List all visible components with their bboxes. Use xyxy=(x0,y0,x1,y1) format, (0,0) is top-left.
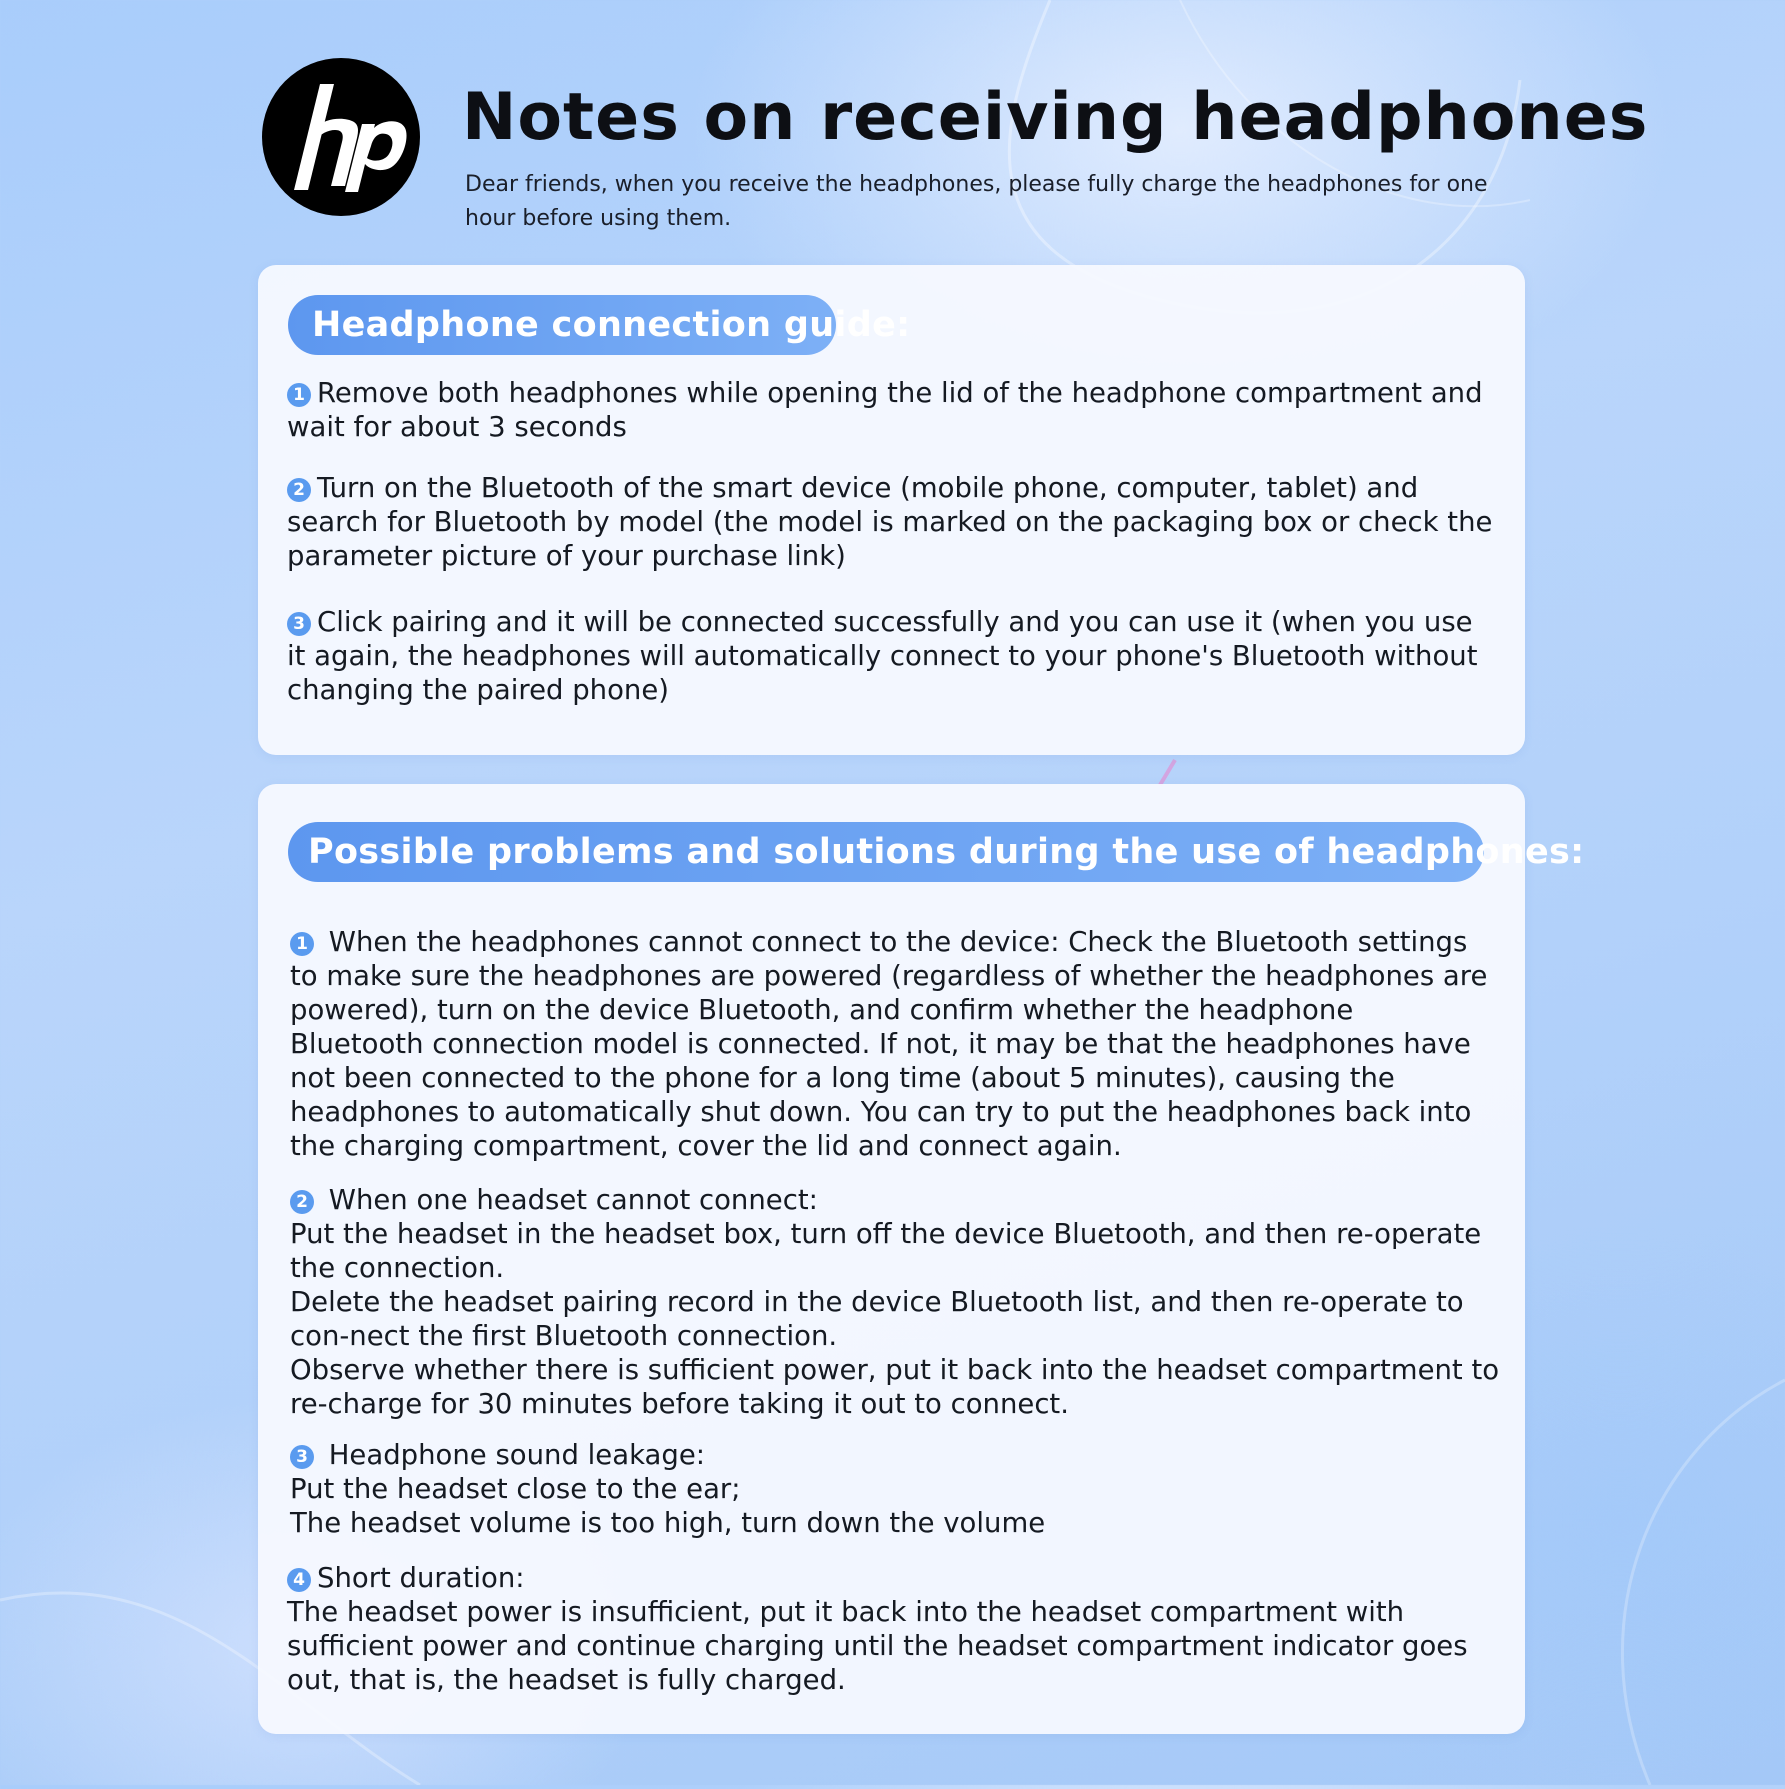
guide-step-text: Remove both headphones while opening the lid of the headphone compartment and wait for about 3 seconds xyxy=(287,377,1483,443)
connection-guide-card xyxy=(258,265,1525,755)
step-number-1-icon: 1 xyxy=(287,383,311,407)
guide-step-2 xyxy=(287,471,1502,573)
problem-number-1-icon: 1 xyxy=(290,932,314,956)
problems-solutions-heading: Possible problems and solutions during the use of headphones: xyxy=(288,822,1484,882)
connection-guide-heading: Headphone connection guide: xyxy=(288,295,836,355)
problem-number-3-icon: 3 xyxy=(290,1445,314,1469)
page-title: Notes on receiving headphones xyxy=(462,80,1649,155)
problem-number-4-icon: 4 xyxy=(287,1568,311,1592)
problems-solutions-card xyxy=(258,784,1585,1734)
solution-line: Observe whether there is sufficient power, put it back into the headset compartment to re-charge for 30 minutes before taking it out to connect. xyxy=(290,1354,1500,1420)
step-number-3-icon: 3 xyxy=(287,612,311,636)
intro-text: Dear friends, when you receive the headphones, please fully charge the headphones for one hour before using them. xyxy=(465,172,1488,231)
solution-line: Delete the headset pairing record in the device Bluetooth list, and then re-operate to con-nect the first Bluetooth connection. xyxy=(290,1286,1464,1352)
problem-item-1 xyxy=(290,925,1490,1163)
problem-title: Short duration: xyxy=(317,1562,525,1594)
problem-title: When the headphones cannot connect to the device: Check the Bluetooth settings to make sure the headphones are powered (regardless of whether the headphones are powered), turn on the device Bluetooth, and confirm whether the headphone Bluetooth connection model is connected. If not, it may be that the headphones have not been connected to the phone for a long time (about 5 minutes), causing the headphones to automatically shut down. You can try to put the headphones back into the charging compartment, cover the lid and connect again. xyxy=(290,926,1488,1162)
problem-item-2 xyxy=(290,1183,1505,1421)
problem-title: When one headset cannot connect: xyxy=(328,1184,818,1216)
hp-logo xyxy=(262,58,420,216)
problem-number-2-icon: 2 xyxy=(290,1190,314,1214)
solution-line: Put the headset close to the ear; xyxy=(290,1473,741,1505)
guide-step-1 xyxy=(287,376,1487,444)
problem-item-3 xyxy=(290,1438,1490,1540)
solution-line: Put the headset in the headset box, turn off the device Bluetooth, and then re-operate the connection. xyxy=(290,1218,1482,1284)
guide-step-text: Click pairing and it will be connected successfully and you can use it (when you use it again, the headphones will automatically connect to your phone's Bluetooth without changing the paired phone) xyxy=(287,606,1478,706)
problem-item-4 xyxy=(287,1561,1502,1697)
solution-line: The headset power is insufficient, put it back into the headset compartment with sufficient power and continue charging until the headset compartment indicator goes out, that is, the headset is fully charged. xyxy=(287,1596,1468,1696)
guide-step-text: Turn on the Bluetooth of the smart device (mobile phone, computer, tablet) and search for Bluetooth by model (the model is marked on the packaging box or check the parameter picture of your purchase link) xyxy=(287,472,1493,572)
step-number-2-icon: 2 xyxy=(287,478,311,502)
guide-step-3 xyxy=(287,605,1487,707)
problem-title: Headphone sound leakage: xyxy=(328,1439,706,1471)
solution-line: The headset volume is too high, turn down the volume xyxy=(290,1507,1046,1539)
